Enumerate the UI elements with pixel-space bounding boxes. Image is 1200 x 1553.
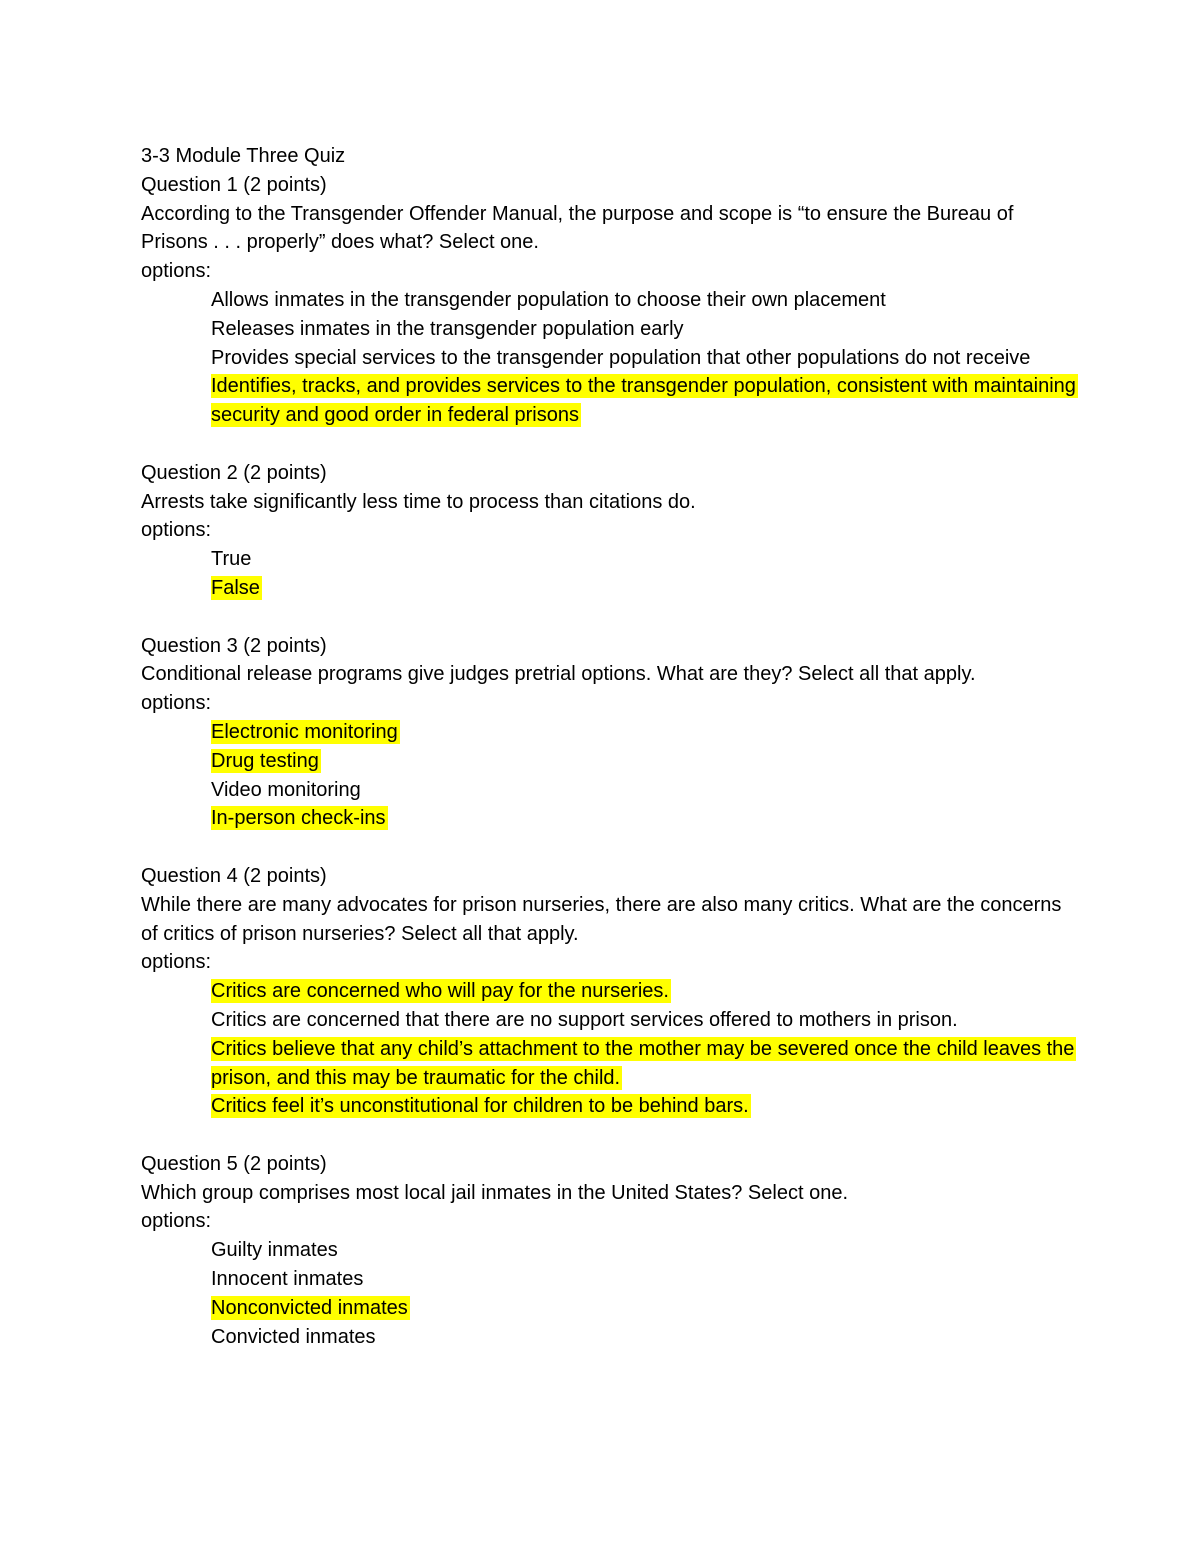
option: [211, 286, 1081, 315]
option-label: Convicted inmates: [211, 1325, 376, 1348]
option-label: Releases inmates in the transgender population early: [211, 317, 684, 340]
option-label: Critics are concerned who will pay for the nurseries.: [211, 980, 669, 1003]
question-text: Conditional release programs give judges pretrial options. What are they? Select all that apply.: [141, 663, 976, 686]
options-label: options:: [141, 519, 212, 542]
option-highlighted: [211, 718, 1081, 747]
options-label: options:: [141, 260, 212, 283]
quiz-document: [141, 142, 1081, 1380]
option-label: Electronic monitoring: [211, 720, 398, 743]
option: [211, 545, 1081, 574]
quiz-title: 3-3 Module Three Quiz: [141, 145, 346, 167]
option-label: Critics feel it’s unconstitutional for children to be behind bars.: [211, 1095, 749, 1118]
question-heading: Question 2 (2 points): [141, 461, 327, 484]
options-label: options:: [141, 951, 212, 974]
options-list: [141, 718, 1081, 833]
option-label: In-person check-ins: [211, 807, 386, 830]
options-list: [141, 977, 1081, 1121]
option-highlighted: [211, 372, 1081, 430]
question-heading: Question 1 (2 points): [141, 173, 327, 196]
question-heading: Question 5 (2 points): [141, 1152, 327, 1175]
question-5: [141, 1150, 1081, 1352]
question-2: [141, 459, 1081, 603]
option-label: Drug testing: [211, 749, 319, 772]
options-list: [141, 1236, 1081, 1351]
option-label: Guilty inmates: [211, 1239, 338, 1262]
question-text: Which group comprises most local jail inmates in the United States? Select one.: [141, 1181, 849, 1204]
option: [211, 776, 1081, 805]
question-list: [141, 171, 1081, 1352]
option-highlighted: [211, 574, 1081, 603]
option: [211, 344, 1081, 373]
question-text: Arrests take significantly less time to process than citations do.: [141, 490, 696, 513]
option-label: True: [211, 548, 252, 571]
question-text: While there are many advocates for prison nurseries, there are also many critics. What are the concerns of critics of prison nurseries? Select all that apply.: [141, 893, 1062, 945]
option-highlighted: [211, 977, 1081, 1006]
options-list: [141, 545, 1081, 603]
option-highlighted: [211, 747, 1081, 776]
option: [211, 1236, 1081, 1265]
question-heading: Question 4 (2 points): [141, 864, 327, 887]
option-label: Innocent inmates: [211, 1268, 364, 1291]
option-highlighted: [211, 1092, 1081, 1121]
option-label: Nonconvicted inmates: [211, 1296, 408, 1319]
options-label: options:: [141, 692, 212, 715]
question-1: [141, 171, 1081, 430]
option-label: Video monitoring: [211, 778, 361, 801]
option-highlighted: [211, 1035, 1081, 1093]
options-label: options:: [141, 1210, 212, 1233]
option: [211, 1265, 1081, 1294]
option-label: Identifies, tracks, and provides services to the transgender population, consistent with maintaining security and good order in federal prisons: [211, 375, 1076, 427]
question-heading: Question 3 (2 points): [141, 634, 327, 657]
option: [211, 315, 1081, 344]
option-label: Provides special services to the transgender population that other populations do not receive: [211, 346, 1031, 369]
option-highlighted: [211, 804, 1081, 833]
option-highlighted: [211, 1294, 1081, 1323]
option: [211, 1323, 1081, 1352]
option-label: Critics are concerned that there are no support services offered to mothers in prison.: [211, 1008, 958, 1031]
option: [211, 1006, 1081, 1035]
question-4: [141, 862, 1081, 1121]
option-label: False: [211, 576, 260, 599]
option-label: Critics believe that any child’s attachment to the mother may be severed once the child leaves the prison, and this may be traumatic for the child.: [211, 1037, 1075, 1089]
question-3: [141, 632, 1081, 834]
option-label: Allows inmates in the transgender population to choose their own placement: [211, 288, 886, 311]
question-text: According to the Transgender Offender Manual, the purpose and scope is “to ensure the Bureau of Prisons . . . properly” does what? Select one.: [141, 202, 1014, 254]
options-list: [141, 286, 1081, 430]
